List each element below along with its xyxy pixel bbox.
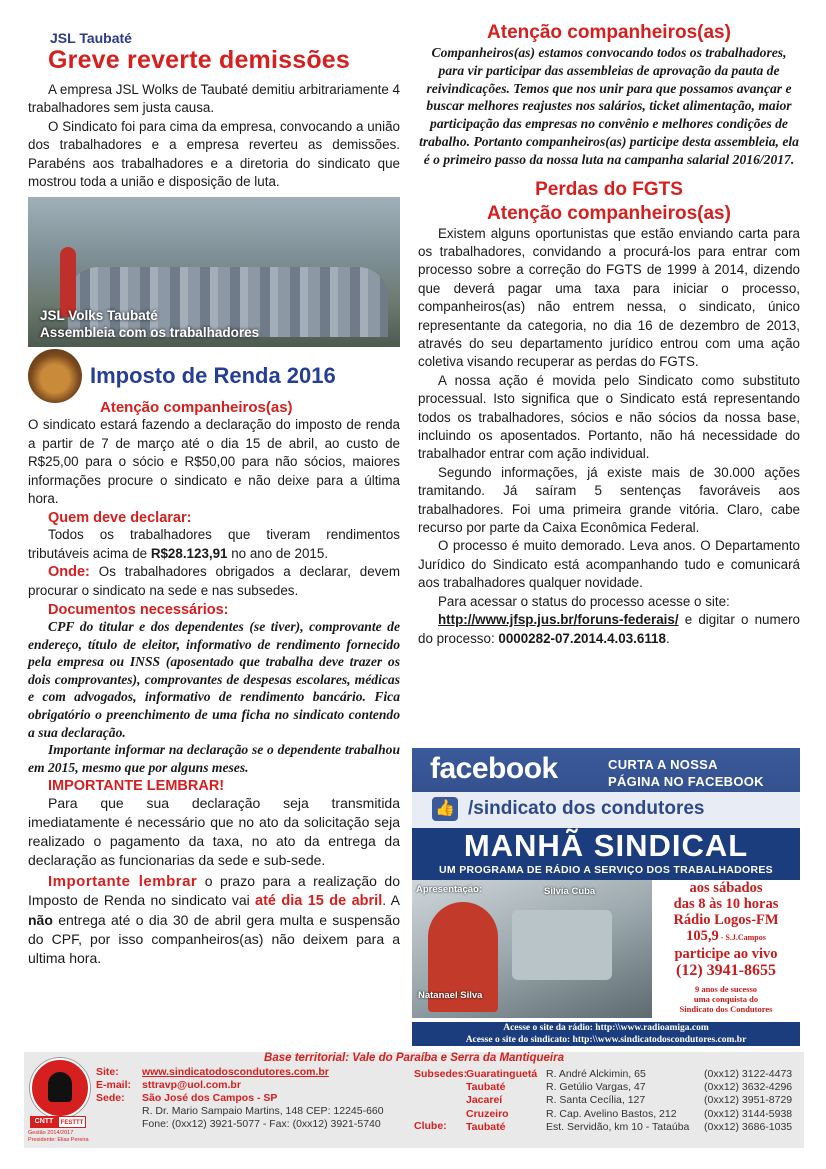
lembrar-paragraph: Para que sua declaração seja transmitida imediatamente é necessário que no ato da solicitação seja realizado o pagamento da taxa, no ato da entrega da declaração as funcionarias da sede e sub-sede. [28, 795, 400, 869]
table-row: Taubaté R. Getúlio Vargas, 47 (0xx12) 3632-4296 [466, 1081, 793, 1094]
gestao-info [28, 1130, 89, 1144]
sindicato-site-link[interactable]: Acesse o site do sindicato: http:\\www.sindicatodoscondutores.com.br [465, 1035, 747, 1045]
prazo-paragraph: Importante lembrar o prazo para a realização do Imposto de Renda no sindicato vai até dia 15 de abril. A não entrega até o dia 30 de abril gera multa e suspensão do CPF, por isso companheiros(as) não deixem para a ultima hora. [28, 873, 400, 967]
attention-paragraph: Companheiros(as) estamos convocando todos os trabalhadores, para vir participar das assembleias de aprovação da pauta de reivindicações. Temos que nos unir para que possamos avançar e buscar melhores reajustes nos salários, ticket alimentação, maior participação das empresas no convênio e melhores condições de trabalho. Portanto companheiros(as) participe desta assembleia, ela é o primeiro passo da nossa luta na campanha salarial 2016/2017. [419, 45, 799, 167]
fgts-link-paragraph: http://www.jfsp.jus.br/foruns-federais/ e digitar o numero do processo: 0000282-07.2014.4.03.6118. [418, 612, 800, 646]
ir-title: Imposto de Renda 2016 [90, 363, 336, 389]
article-kicker: JSL Taubaté [50, 30, 132, 46]
photo-caption-line: Assembleia com os trabalhadores [40, 325, 260, 341]
right-column [418, 22, 800, 648]
footer-base: Base territorial: Vale do Paraíba e Serra da Mantiqueira [264, 1052, 564, 1064]
radio-schedule [652, 880, 800, 1014]
sede-city: São José dos Campos - SP [142, 1092, 278, 1104]
fgts-paragraph: Segundo informações, já existe mais de 30.000 ações tramitando. Já saíram 5 sentenças favoráveis aos trabalhadores. Foi uma primeira grande vitória. Claro, cabe recurso por parte da Caixa Econômica Federal. [418, 464, 800, 536]
facebook-cta [608, 756, 764, 790]
radio-schedule-line: aos sábados [689, 880, 763, 896]
apresentacao-label: Apresentação: [416, 884, 482, 895]
cntt-logo: CNTT [30, 1116, 58, 1128]
site-link[interactable]: www.sindicatodoscondutores.com.br [142, 1066, 329, 1078]
festtt-logo: FESTTT [58, 1116, 86, 1128]
logo-figure [48, 1072, 72, 1102]
site-label: Site: [96, 1066, 119, 1078]
subsedes-label: Subsedes: [414, 1068, 468, 1080]
docs-paragraph: CPF do titular e dos dependentes (se tiver), comprovante de endereço, título de eleitor, informativo de rendimento fornecido pela empresa ou INSS (aposentado que trabalha deve trazer os dois comprovantes), comprovantes de despesas escolares, médicas e com advogados, informativo de rendimento bancário. Fica obrigatório o preenchimento de uma ficha no sindicato contendo a sua declaração. [28, 619, 400, 740]
radio-schedule-line: uma conquista do [693, 994, 759, 1004]
facebook-cta-line: CURTA A NOSSA [608, 757, 718, 772]
table-row: Guaratinguetá R. André Alckimin, 65 (0xx12) 3122-4473 [466, 1068, 793, 1080]
radio-schedule-line: 105,9 - S.J.Campos [686, 928, 766, 944]
photo-caption [40, 307, 259, 341]
facebook-page-strip[interactable] [412, 792, 800, 828]
gestao-line: Gestão 2014/2017 [28, 1130, 74, 1136]
article-headline: Greve reverte demissões [48, 46, 351, 74]
radio-schedule-line: Rádio Logos-FM [673, 912, 779, 928]
sindicato-logo [30, 1058, 90, 1118]
sede-address: R. Dr. Mario Sampaio Martins, 148 CEP: 12245-660 [142, 1105, 384, 1117]
radio-site-link[interactable]: Acesse o site da rádio: http:\\www.radioamiga.com [503, 1023, 709, 1033]
quem-paragraph: Todos os trabalhadores que tiveram rendimentos tributáveis acima de R$28.123,91 no ano de 2015. [28, 527, 400, 561]
subsedes-table [466, 1068, 802, 1134]
table-row: Taubaté Est. Servidão, km 10 - Tataúba (0xx12) 3686-1035 [466, 1120, 793, 1133]
lion-icon [28, 349, 82, 403]
docs-paragraph: Importante informar na declaração se o dependente trabalhou em 2015, mesmo que por alguns meses. [28, 742, 400, 775]
photo-caption-line: JSL Volks Taubaté [40, 308, 158, 324]
thumbs-up-icon: 👍 [432, 797, 458, 821]
onde-paragraph: Onde: Os trabalhadores obrigados a declarar, devem procurar o sindicato na sede e nas subsedes. [28, 564, 400, 598]
footer-contacts [96, 1066, 384, 1131]
left-column [28, 30, 400, 968]
table-row: Cruzeiro R. Cap. Avelino Bastos, 212 (0xx12) 3144-5938 [466, 1107, 793, 1120]
radio-title: MANHÃ SINDICAL [463, 828, 749, 863]
sede-label: Sede: [96, 1092, 125, 1104]
fgts-paragraph: O processo é muito demorado. Leva anos. O Departamento Jurídico do Sindicato está acompanhando tudo e comunicará aos trabalhadores qualquer novidade. [418, 538, 800, 591]
fgts-paragraph: A nossa ação é movida pelo Sindicato como substituto processual. Isto significa que o Sindicato está representando todos os trabalhadores, sócios e não sócios da nossa base, incluindo os aposentados. Portanto, não há necessidade do trabalhador entrar com ação individual. [418, 372, 800, 462]
fgts-title: Perdas do FGTS [535, 178, 683, 200]
article-paragraph: O Sindicato foi para cima da empresa, convocando a união dos trabalhadores e a empresa reverteu as demissões. Parabéns aos trabalhadores e a diretoria do sindicato que mostrou toda a união e disposição de luta. [28, 118, 400, 190]
docs-heading: Documentos necessários: [48, 602, 229, 619]
radio-studio-photo [412, 880, 652, 1018]
radio-schedule-line: 9 anos de sucesso [694, 984, 758, 994]
radio-schedule-line: participe ao vivo [674, 946, 778, 962]
studio-shape [512, 910, 612, 980]
sede-phone: Fone: (0xx12) 3921-5077 - Fax: (0xx12) 3921-5740 [142, 1118, 381, 1130]
host-name: Silvia Cuba [544, 886, 596, 897]
assembly-photo [28, 197, 400, 347]
fgts-paragraph: Existem alguns oportunistas que estão enviando carta para os trabalhadores, convidando a procurá-los para entrar com processo sobre a correção do FGTS de 1999 à 2014, dizendo que deverá pagar uma taxa para iniciar o processo, companheiros(as) não entrem nessa, o sindicato, único representante da categoria, no dia 16 de dezembro de 2013, através do seu departamento jurídico entrou com uma ação coletiva visando recuperar as perdas do FGTS. [418, 225, 800, 370]
radio-sites [412, 1022, 800, 1046]
radio-subtitle: UM PROGRAMA DE RÁDIO A SERVIÇO DOS TRABALHADORES [439, 864, 773, 876]
clube-label: Clube: [414, 1120, 447, 1132]
fgts-subtitle: Atenção companheiros(as) [487, 202, 731, 224]
host-name: Natanael Silva [418, 990, 483, 1001]
facebook-logo: facebook [430, 752, 558, 785]
article-paragraph: A empresa JSL Wolks de Taubaté demitiu arbitrariamente 4 trabalhadores sem justa causa. [28, 82, 400, 116]
table-row: Jacareí R. Santa Cecília, 127 (0xx12) 3951-8729 [466, 1094, 793, 1107]
email-link[interactable]: sttravp@uol.com.br [142, 1079, 241, 1091]
radio-phone: (12) 3941-8655 [676, 962, 776, 979]
facebook-cta-line: PÁGINA NO FACEBOOK [608, 774, 764, 789]
fgts-paragraph: Para acessar o status do processo acesse o site: [438, 593, 730, 609]
facebook-page-name: /sindicato dos condutores [468, 798, 705, 819]
lembrar-heading: IMPORTANTE LEMBRAR! [48, 778, 225, 795]
radio-title-bar [412, 828, 800, 880]
attention-title: Atenção companheiros(as) [487, 22, 731, 43]
radio-schedule-line: Sindicato dos Condutores [679, 1004, 773, 1014]
presidente-line: Presidente: Elias Pereira [28, 1137, 89, 1143]
jfsp-link[interactable]: http://www.jfsp.jus.br/foruns-federais/ [438, 612, 679, 628]
ir-attention: Atenção companheiros(as) [100, 399, 293, 417]
email-label: E-mail: [96, 1079, 132, 1091]
quem-heading: Quem deve declarar: [48, 510, 192, 527]
radio-schedule-line: das 8 às 10 horas [673, 896, 779, 912]
ir-paragraph: O sindicato estará fazendo a declaração do imposto de renda a partir de 7 de março até o dia 15 de abril, ao custo de R$25,00 para o sócio e R$50,00 para não sócios, maiores informações procure o sindicato e não deixe para a última hora. [28, 417, 400, 507]
